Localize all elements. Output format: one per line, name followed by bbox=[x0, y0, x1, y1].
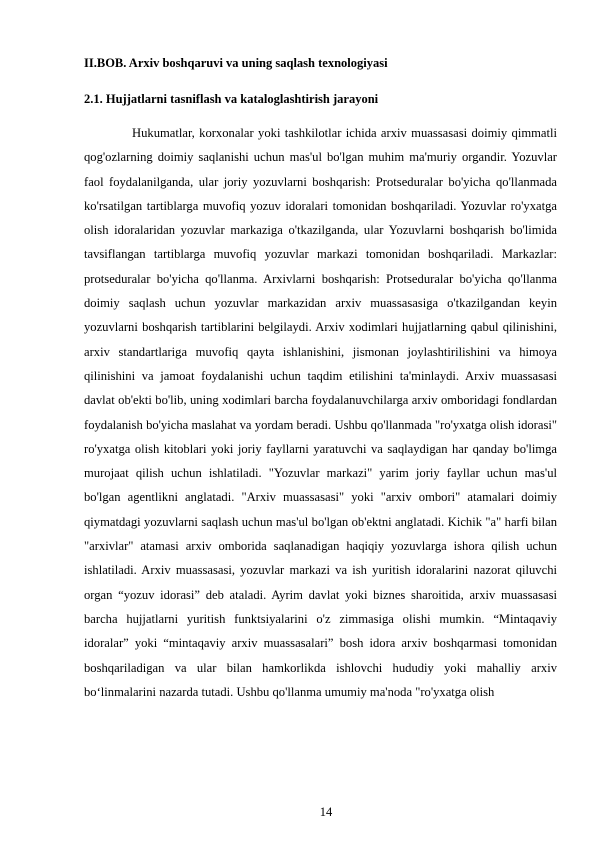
section-title: 2.1. Hujjatlarni tasniflash va kataloglashtirish jarayoni bbox=[84, 92, 379, 106]
body-paragraph: Hukumatlar, korxonalar yoki tashkilotlar ichida arxiv muassasasi doimiy qimmatli qog'ozlarning doimiy saqlanishi uchun mas'ul bo'lgan muhim ma'muriy organdir. Yozuvlar faol foydalanilganda, ular joriy yozuvlarni boshqarish: Protseduralar bo'yicha qo'llanmada ko'rsatilgan tartiblarga muvofiq yozuv idoralari tomonidan boshqariladi. Yozuvlar ro'yxatga olish idoralaridan yozuvlar markaziga o'tkazilganda, ular Yozuvlarni boshqarish bo'limida tavsiflangan tartiblarga muvofiq yozuvlar markazi tomonidan boshqariladi. Markazlar: protseduralar bo'yicha qo'llanma. Arxivlarni boshqarish: Protseduralar bo'yicha qo'llanma doimiy saqlash uchun yozuvlar markazidan arxiv muassasasiga o'tkazilgandan keyin yozuvlarni boshqarish tartiblarini belgilaydi. Arxiv xodimlari hujjatlarning qabul qilinishini, arxiv standartlariga muvofiq qayta ishlanishini, jismonan joylashtirilishini va himoya qilinishini va jamoat foydalanishi uchun taqdim etilishini ta'minlaydi. Arxiv muassasasi davlat ob'ekti bo'lib, uning xodimlari barcha foydalanuvchilarga arxiv omboridagi fondlardan foydalanish bo'yicha maslahat va yordam beradi. Ushbu qo'llanmada "ro'yxatga olish idorasi" ro'yxatga olish kitoblari yoki joriy fayllarni yaratuvchi va saqlaydigan har qanday bo'limga murojaat qilish uchun ishlatiladi. "Yozuvlar markazi" yarim joriy fayllar uchun mas'ul bo'lgan agentlikni anglatadi. "Arxiv muassasasi" yoki "arxiv ombori" atamalari doimiy qiymatdagi yozuvlarni saqlash uchun mas'ul bo'lgan ob'ektni anglatadi. Kichik "a" harfi bilan "arxivlar" atamasi arxiv omborida saqlanadigan haqiqiy yozuvlarga ishora qilish uchun ishlatiladi. Arxiv muassasasi, yozuvlar markazi va ish yuritish idoralarini nazorat qiluvchi organ “yozuv idorasi” deb ataladi. Ayrim davlat yoki biznes sharoitida, arxiv muassasasi barcha hujjatlarni yuritish funktsiyalarini o'z zimmasiga olishi mumkin. “Mintaqaviy idoralar” yoki “mintaqaviy arxiv muassasalari” bosh idora arxiv boshqarmasi tomonidan boshqariladigan va ular bilan hamkorlikda ishlovchi hududiy yoki mahalliy arxiv bo‘linmalarini nazarda tutadi. Ushbu qo'llanma umumiy ma'noda "ro'yxatga olish bbox=[84, 126, 557, 699]
chapter-title: II.BOB. Arxiv boshqaruvi va uning saqlash texnologiyasi bbox=[84, 56, 388, 70]
page-number: 14 bbox=[319, 805, 333, 819]
